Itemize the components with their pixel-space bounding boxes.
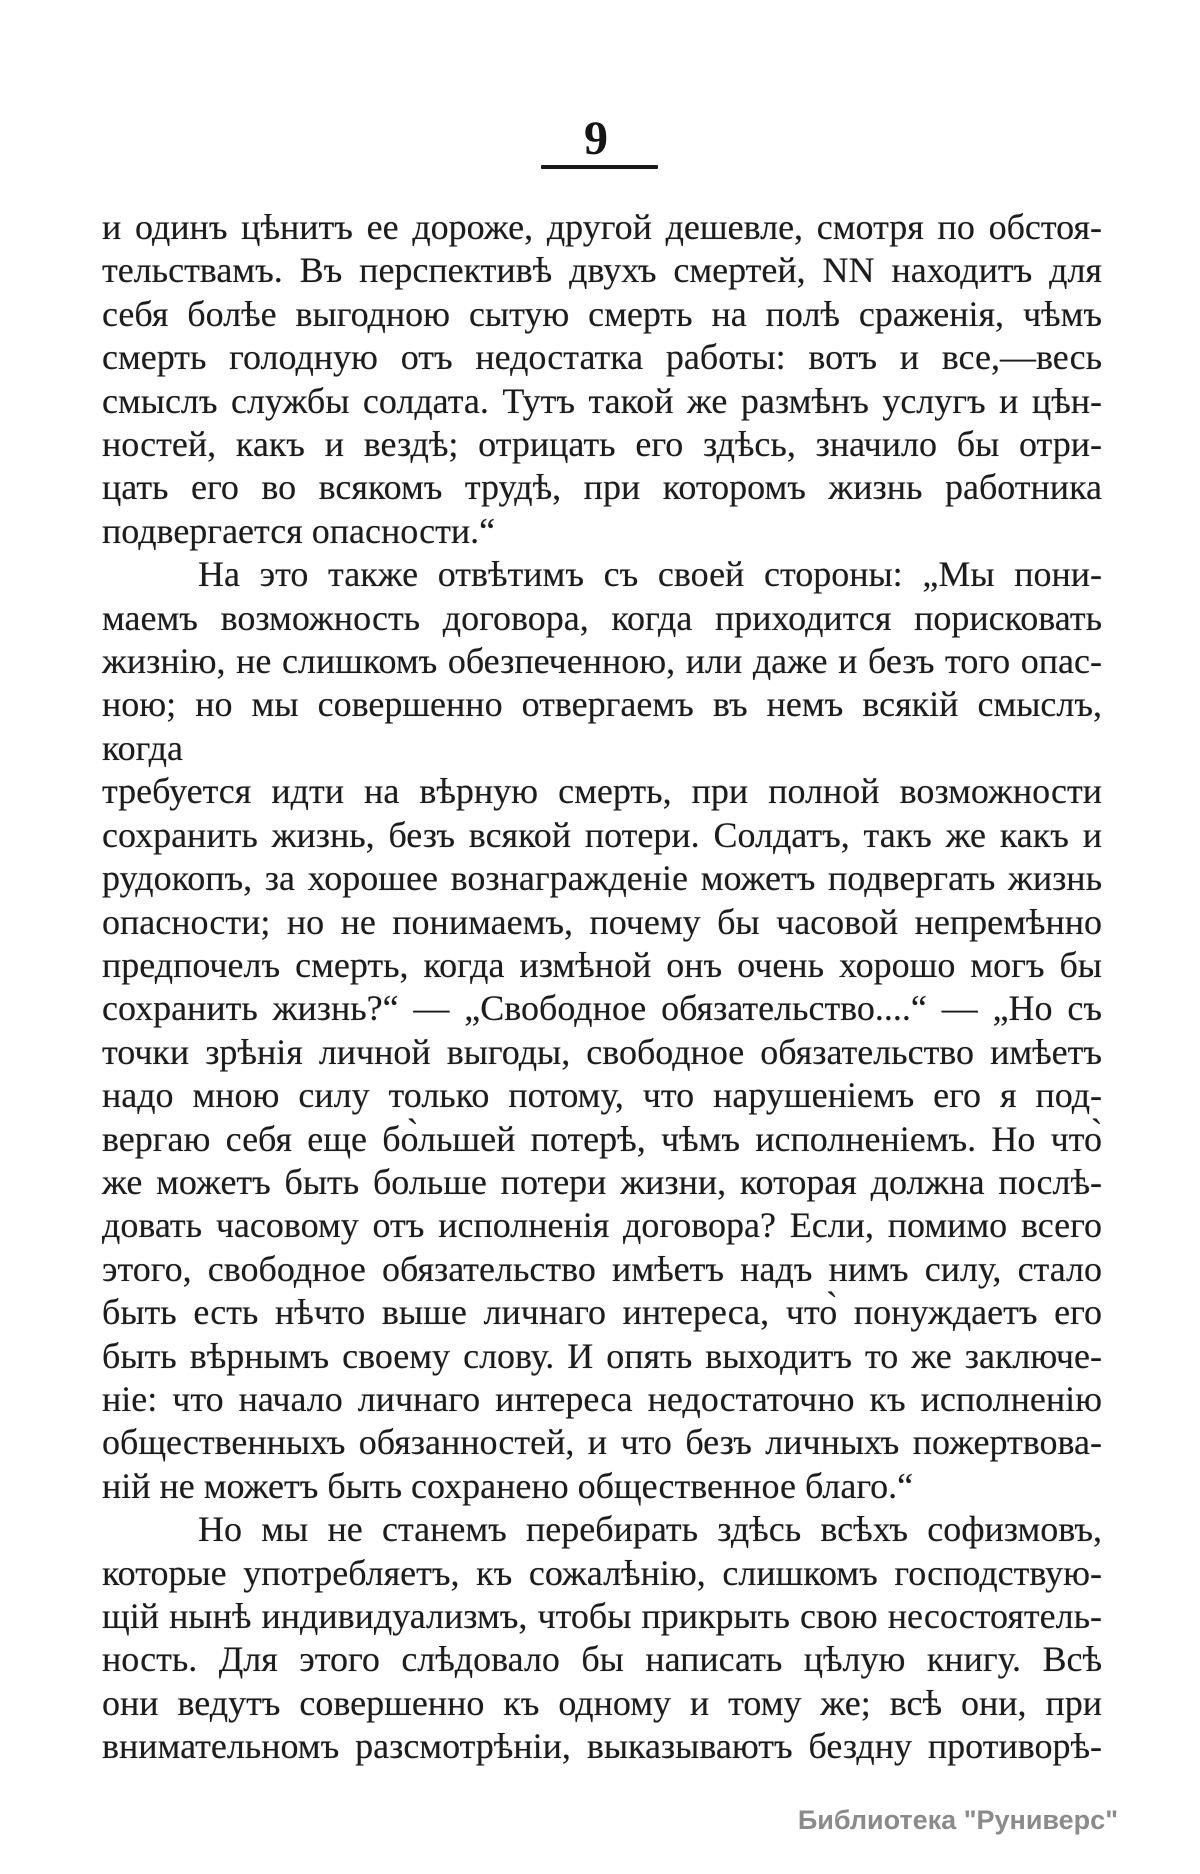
text-line: опасности; но не понимаемъ, почему бы часовой непремѣнно — [102, 901, 1102, 942]
text-line: требуется идти на вѣрную смерть, при полной возможности — [102, 771, 1102, 812]
text-line: щій нынѣ индивидуализмъ, чтобы прикрыть свою несостоятель- — [102, 1596, 1102, 1636]
text-line: вергаю себя еще бо̀льшей потерѣ, чѣмъ исполненіемъ. Но что̀ — [102, 1118, 1102, 1159]
text-line: смыслъ службы солдата. Тутъ такой же размѣнъ услугъ и цѣн- — [102, 380, 1102, 421]
library-watermark: Библиотека "Руниверс" — [797, 1805, 1118, 1835]
text-line: ною; но мы совершенно отвергаемъ въ немъ всякій смыслъ, когда — [102, 684, 1102, 768]
text-line: предпочелъ смерть, когда измѣной онъ очень хорошо могъ бы — [102, 944, 1102, 985]
text-line: внимательномъ разсмотрѣніи, выказываютъ бездну противорѣ- — [102, 1726, 1102, 1767]
page-number: 9 — [584, 112, 608, 165]
text-line: себя болѣе выгодною сытую смерть на полѣ сраженія, чѣмъ — [102, 293, 1102, 334]
text-line: ній не можетъ быть сохранено общественное благо.“ — [102, 1465, 914, 1506]
text-line: этого, свободное обязательство имѣетъ надъ нимъ силу, стало — [102, 1248, 1102, 1289]
text-line: маемъ возможность договора, когда приходится порисковать — [102, 597, 1102, 638]
paragraph — [102, 553, 1102, 1508]
page-text — [102, 206, 1102, 1769]
text-line: же можетъ быть больше потери жизни, которая должна послѣ- — [102, 1161, 1102, 1202]
text-line: быть есть нѣчто выше личнаго интереса, что̀ понуждаетъ его — [102, 1292, 1102, 1333]
text-line: надо мною силу только потому, что нарушеніемъ его я под- — [102, 1075, 1102, 1116]
text-line: подвергается опасности.“ — [102, 510, 496, 551]
text-line: быть вѣрнымъ своему слову. И опять выходитъ то же заключе- — [102, 1335, 1102, 1376]
text-line: общественныхъ обязанностей, и что безъ личныхъ пожертвова- — [102, 1422, 1102, 1463]
text-line: смерть голодную отъ недостатка работы: вотъ и все,—весь — [102, 337, 1102, 378]
text-line: точки зрѣнія личной выгоды, свободное обязательство имѣетъ — [102, 1031, 1102, 1072]
text-line: жизнію, не слишкомъ обезпеченною, или даже и безъ того опас- — [102, 641, 1102, 682]
text-line: тельствамъ. Въ перспективѣ двухъ смертей, NN находитъ для — [102, 250, 1102, 291]
text-line: цать его во всякомъ трудѣ, при которомъ жизнь работника — [102, 467, 1102, 508]
text-line: ніе: что начало личнаго интереса недостаточно къ исполненію — [102, 1378, 1102, 1419]
text-line: На это также отвѣтимъ съ своей стороны: „Мы пони- — [198, 554, 1102, 595]
paragraph — [102, 1508, 1102, 1768]
text-line: они ведутъ совершенно къ одному и тому же; всѣ они, при — [102, 1682, 1102, 1723]
paragraph — [102, 206, 1102, 553]
text-line: рудокопъ, за хорошее вознагражденіе можетъ подвергать жизнь — [102, 858, 1102, 899]
text-line: сохранить жизнь, безъ всякой потери. Солдатъ, такъ же какъ и — [102, 814, 1102, 855]
text-line: довать часовому отъ исполненія договора? Если, помимо всего — [102, 1205, 1102, 1246]
text-line: и одинъ цѣнитъ ее дороже, другой дешевле, смотря по обстоя- — [102, 207, 1102, 247]
text-line: сохранить жизнь?“ — „Свободное обязательство....“ — „Но съ — [102, 988, 1102, 1029]
text-line: которые употребляетъ, къ сожалѣнію, слишкомъ господствую- — [102, 1552, 1102, 1593]
text-line: Но мы не станемъ перебирать здѣсь всѣхъ софизмовъ, — [198, 1509, 1102, 1550]
page-number-rule — [541, 165, 658, 169]
text-line: ность. Для этого слѣдовало бы написать цѣлую книгу. Всѣ — [102, 1639, 1102, 1680]
text-line: ностей, какъ и вездѣ; отрицать его здѣсь, значило бы отри- — [102, 424, 1102, 465]
